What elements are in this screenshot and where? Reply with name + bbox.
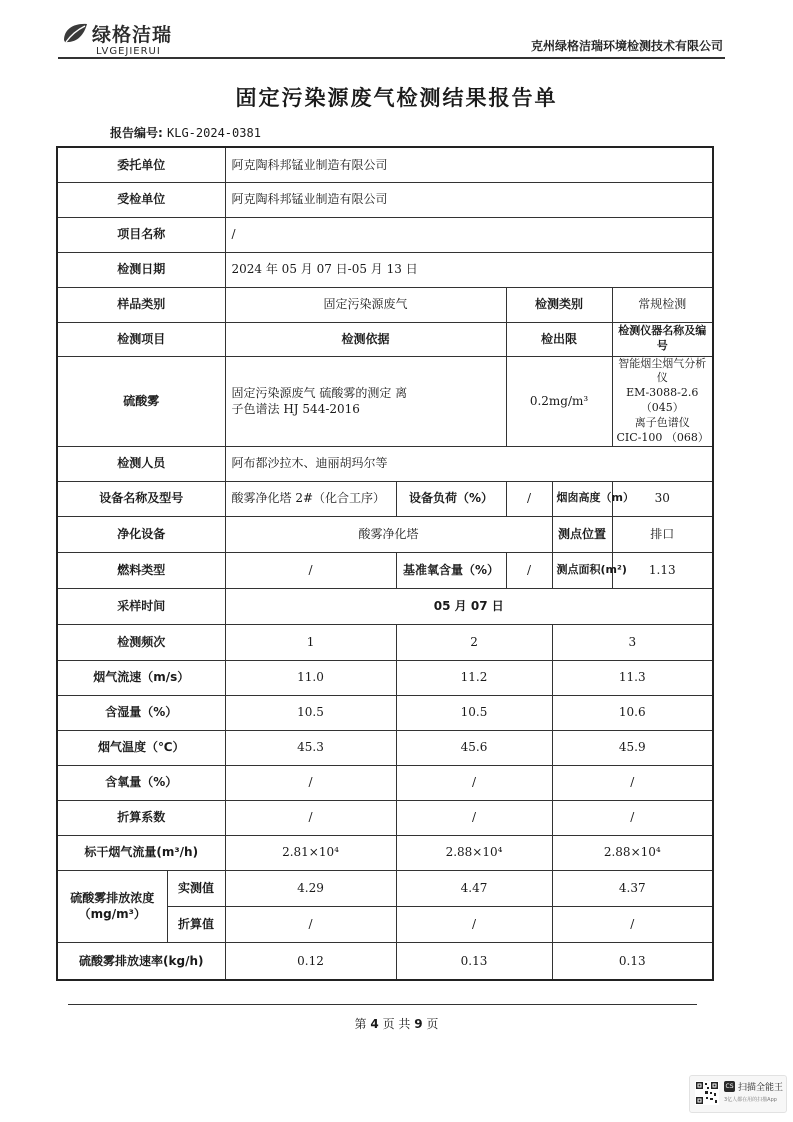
item-value: 硫酸雾 xyxy=(57,356,225,446)
measured-label: 实测值 xyxy=(167,870,225,906)
page-prefix: 第 xyxy=(354,1017,367,1031)
instrument-line-1: 智能烟尘烟气分析仪 xyxy=(618,356,707,385)
emission-rate-3: 0.13 xyxy=(552,942,713,980)
table-row-client xyxy=(57,147,713,182)
oxygen-1: / xyxy=(225,765,396,800)
scanner-watermark xyxy=(689,1075,787,1113)
frequency-2: 2 xyxy=(396,624,552,660)
table-row-concentration-measured xyxy=(57,870,713,906)
flow-velocity-3: 11.3 xyxy=(552,660,713,695)
instrument-value xyxy=(612,356,713,446)
device-value: 酸雾净化塔 2#（化合工序） xyxy=(225,481,396,516)
results-table xyxy=(56,146,714,981)
basis-line-1: 固定污染源废气 硫酸雾的测定 离 xyxy=(231,385,408,400)
document-title: 固定污染源废气检测结果报告单 xyxy=(235,86,558,110)
frequency-label: 检测频次 xyxy=(57,624,225,660)
table-row-device xyxy=(57,481,713,516)
fuel-value: / xyxy=(225,552,396,588)
load-value: / xyxy=(506,481,552,516)
company-name-header: 克州绿格洁瑞环境检测技术有限公司 xyxy=(530,39,723,53)
fuel-label: 燃料类型 xyxy=(57,552,225,588)
converted-1: / xyxy=(225,906,396,942)
instrument-line-2: EM-3088-2.6（045） xyxy=(626,386,699,415)
emission-rate-label: 硫酸雾排放速率(kg/h) xyxy=(57,942,225,980)
point-area-value: 1.13 xyxy=(612,552,713,588)
measured-3: 4.37 xyxy=(552,870,713,906)
date-value: 2024 年 05 月 07 日-05 月 13 日 xyxy=(225,252,713,287)
client-value: 阿克陶科邦锰业制造有限公司 xyxy=(225,147,713,182)
inspected-value: 阿克陶科邦锰业制造有限公司 xyxy=(225,182,713,217)
table-row-date xyxy=(57,252,713,287)
table-row-sample-type xyxy=(57,287,713,322)
camscanner-logo-icon: CS xyxy=(725,1083,734,1090)
table-row-coefficient xyxy=(57,800,713,835)
moisture-3: 10.6 xyxy=(552,695,713,730)
temperature-label: 烟气温度（℃） xyxy=(57,730,225,765)
moisture-1: 10.5 xyxy=(225,695,396,730)
moisture-2: 10.5 xyxy=(396,695,552,730)
emission-rate-2: 0.13 xyxy=(396,942,552,980)
scanner-tagline: 3亿人都在用的扫描App xyxy=(724,1097,777,1103)
oxygen-base-label: 基准氧含量（%） xyxy=(396,552,506,588)
dry-flow-1: 2.81×10⁴ xyxy=(225,835,396,870)
table-row-method xyxy=(57,356,713,446)
page-middle: 页 共 xyxy=(382,1017,411,1031)
point-value: 排口 xyxy=(612,516,713,552)
table-row-fuel xyxy=(57,552,713,588)
instrument-line-3: 离子色谱仪 xyxy=(634,415,690,429)
current-page: 4 xyxy=(370,1017,379,1031)
table-row-project xyxy=(57,217,713,252)
table-row-oxygen xyxy=(57,765,713,800)
dry-flow-label: 标干烟气流量(m³/h) xyxy=(57,835,225,870)
device-label: 设备名称及型号 xyxy=(57,481,225,516)
concentration-label-line-2: （mg/m³） xyxy=(78,907,146,922)
table-row-flow-velocity xyxy=(57,660,713,695)
table-row-moisture xyxy=(57,695,713,730)
temperature-3: 45.9 xyxy=(552,730,713,765)
basis-line-2: 子色谱法 HJ 544-2016 xyxy=(231,402,360,417)
basis-header: 检测依据 xyxy=(225,322,506,356)
logo-chinese-name: 绿格洁瑞 xyxy=(92,24,173,46)
limit-header: 检出限 xyxy=(506,322,612,356)
oxygen-label: 含氧量（%） xyxy=(57,765,225,800)
stack-height-value: 30 xyxy=(612,481,713,516)
company-logo xyxy=(60,18,200,62)
personnel-value: 阿布都沙拉木、迪丽胡玛尔等 xyxy=(225,446,713,481)
sample-type-label: 样品类别 xyxy=(57,287,225,322)
total-pages: 9 xyxy=(414,1017,423,1031)
sampling-time-value: 05 月 07 日 xyxy=(225,588,713,624)
concentration-label xyxy=(57,870,167,942)
point-label: 测点位置 xyxy=(552,516,612,552)
date-label: 检测日期 xyxy=(57,252,225,287)
report-number xyxy=(110,124,261,141)
moisture-label: 含湿量（%） xyxy=(57,695,225,730)
footer-divider xyxy=(68,1004,697,1005)
dry-flow-2: 2.88×10⁴ xyxy=(396,835,552,870)
coefficient-3: / xyxy=(552,800,713,835)
qr-code-icon xyxy=(695,1081,719,1105)
table-row-method-header xyxy=(57,322,713,356)
flow-velocity-1: 11.0 xyxy=(225,660,396,695)
project-label: 项目名称 xyxy=(57,217,225,252)
table-row-personnel xyxy=(57,446,713,481)
oxygen-3: / xyxy=(552,765,713,800)
sampling-time-label: 采样时间 xyxy=(57,588,225,624)
project-value: / xyxy=(225,217,713,252)
table-row-sampling-time xyxy=(57,588,713,624)
coefficient-1: / xyxy=(225,800,396,835)
page-number xyxy=(0,1015,793,1032)
logo-leaf-icon xyxy=(60,20,90,50)
load-label: 设备负荷（%） xyxy=(396,481,506,516)
instrument-header: 检测仪器名称及编号 xyxy=(612,322,713,356)
table-row-inspected xyxy=(57,182,713,217)
stack-height-label: 烟囱高度（m） xyxy=(552,481,612,516)
measured-2: 4.47 xyxy=(396,870,552,906)
frequency-3: 3 xyxy=(552,624,713,660)
coefficient-label: 折算系数 xyxy=(57,800,225,835)
concentration-label-line-1: 硫酸雾排放浓度 xyxy=(70,890,155,905)
converted-3: / xyxy=(552,906,713,942)
scanner-app-name: 扫描全能王 xyxy=(738,1083,784,1093)
flow-velocity-2: 11.2 xyxy=(396,660,552,695)
frequency-1: 1 xyxy=(225,624,396,660)
personnel-label: 检测人员 xyxy=(57,446,225,481)
limit-value: 0.2mg/m³ xyxy=(506,356,612,446)
inspected-label: 受检单位 xyxy=(57,182,225,217)
purifier-value: 酸雾净化塔 xyxy=(225,516,552,552)
table-row-frequency xyxy=(57,624,713,660)
temperature-2: 45.6 xyxy=(396,730,552,765)
measured-1: 4.29 xyxy=(225,870,396,906)
table-row-emission-rate xyxy=(57,942,713,980)
client-label: 委托单位 xyxy=(57,147,225,182)
dry-flow-3: 2.88×10⁴ xyxy=(552,835,713,870)
header-divider xyxy=(58,57,725,59)
flow-velocity-label: 烟气流速（m/s） xyxy=(57,660,225,695)
table-row-purifier xyxy=(57,516,713,552)
basis-value xyxy=(225,356,506,446)
table-row-dry-flow xyxy=(57,835,713,870)
converted-label: 折算值 xyxy=(167,906,225,942)
page-suffix: 页 xyxy=(426,1017,439,1031)
oxygen-base-value: / xyxy=(506,552,552,588)
oxygen-2: / xyxy=(396,765,552,800)
table-row-temperature xyxy=(57,730,713,765)
sample-type-value: 固定污染源废气 xyxy=(225,287,506,322)
instrument-line-4: CIC-100 （068） xyxy=(616,430,709,444)
purifier-label: 净化设备 xyxy=(57,516,225,552)
converted-2: / xyxy=(396,906,552,942)
coefficient-2: / xyxy=(396,800,552,835)
test-type-value: 常规检测 xyxy=(612,287,713,322)
logo-english-name: LVGEJIERUI xyxy=(96,46,161,57)
test-type-label: 检测类别 xyxy=(506,287,612,322)
report-number-value: KLG-2024-0381 xyxy=(167,126,261,140)
temperature-1: 45.3 xyxy=(225,730,396,765)
point-area-label: 测点面积(m²) xyxy=(552,552,612,588)
item-header: 检测项目 xyxy=(57,322,225,356)
emission-rate-1: 0.12 xyxy=(225,942,396,980)
report-number-label: 报告编号: xyxy=(110,126,163,140)
